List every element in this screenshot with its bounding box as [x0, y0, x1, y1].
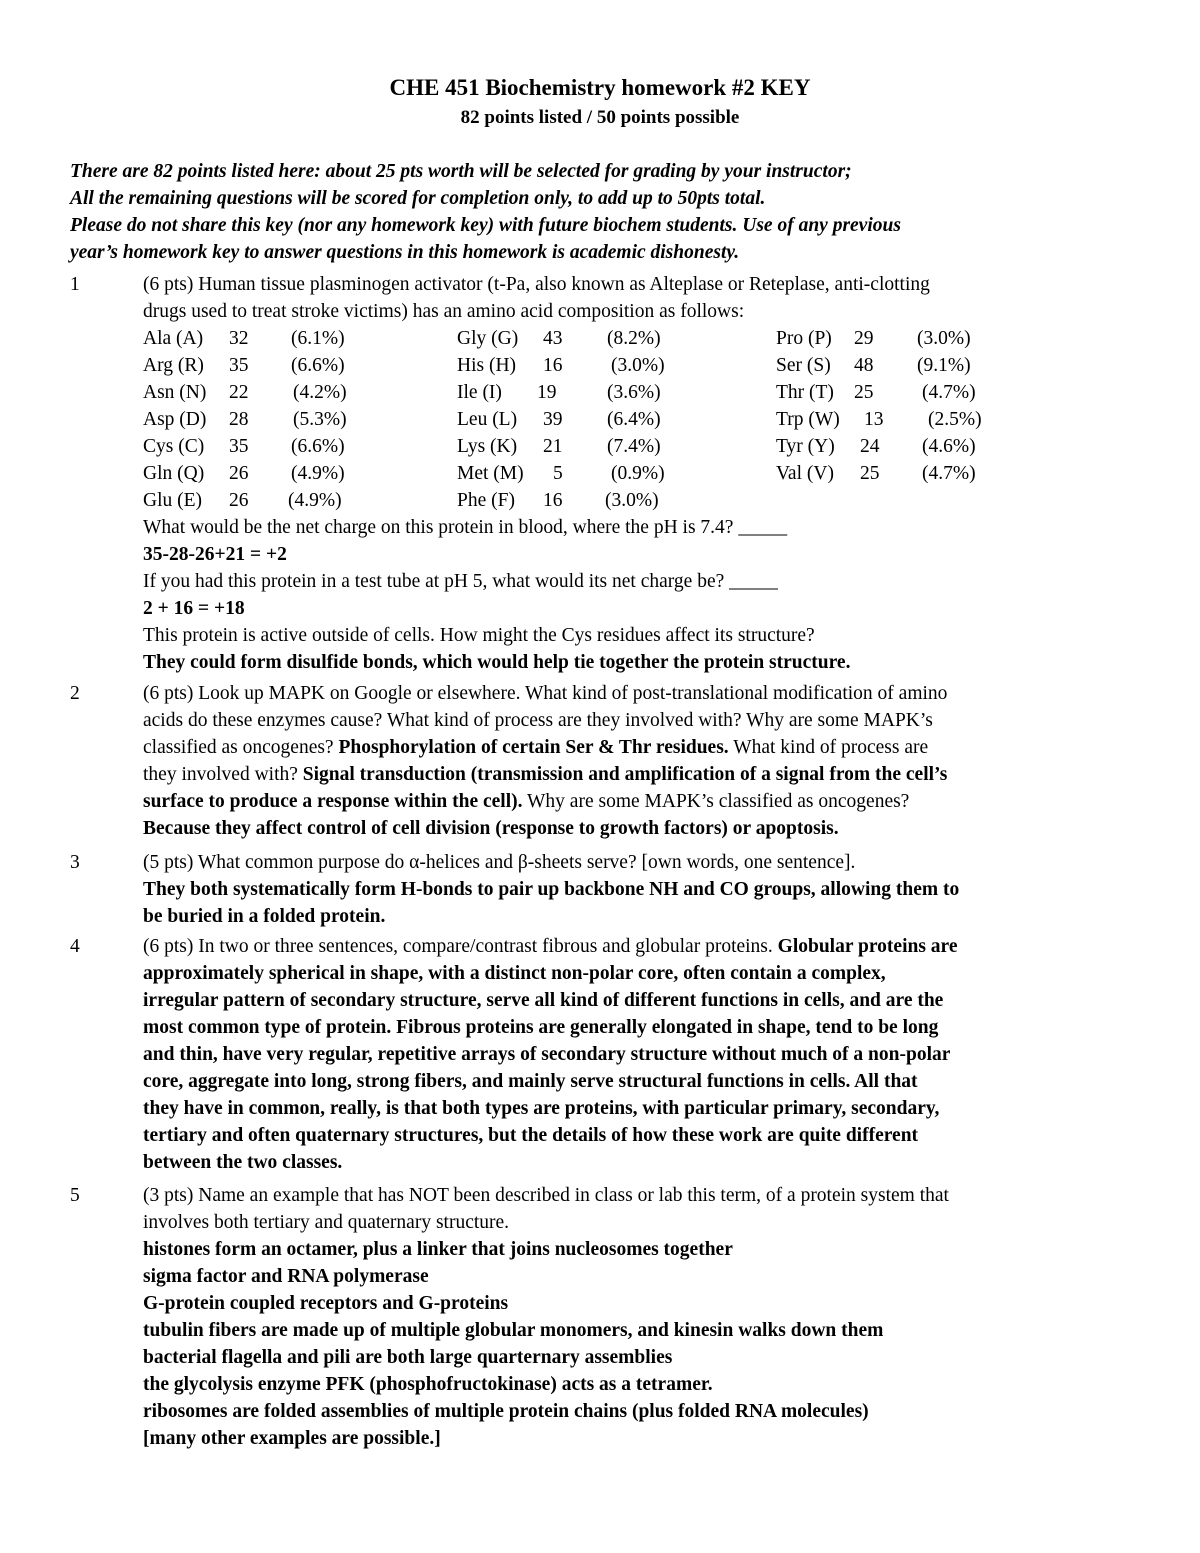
question-text: (6 pts) In two or three sentences, compare/contrast fibrous and globular proteins. Globular proteins are: [143, 936, 958, 957]
question-text: they involved with? Signal transduction (transmission and amplification of a signal from the cell’s: [143, 764, 948, 785]
answer-text: histones form an octamer, plus a linker that joins nucleosomes together: [143, 1239, 733, 1260]
answer-text: They could form disulfide bonds, which would help tie together the protein structure.: [143, 652, 851, 673]
intro-line: There are 82 points listed here: about 25 pts worth will be selected for grading by your instructor;: [70, 161, 852, 182]
answer-text: they have in common, really, is that both types are proteins, with particular primary, secondary,: [143, 1098, 940, 1119]
question-text: classified as oncogenes? Phosphorylation of certain Ser & Thr residues. What kind of process are: [143, 737, 929, 758]
answer-text: and thin, have very regular, repetitive arrays of secondary structure without much of a non-polar: [143, 1044, 951, 1065]
answer-text: Phosphorylation of certain Ser & Thr residues.: [338, 737, 729, 758]
answer-text: tertiary and often quaternary structures, but the details of how these work are quite different: [143, 1125, 919, 1146]
intro-instructions: [70, 158, 1150, 266]
question-text: If you had this protein in a test tube at pH 5, what would its net charge be? _____: [143, 571, 778, 592]
intro-line: All the remaining questions will be scored for completion only, to add up to 50pts total.: [70, 188, 766, 209]
question-number: 3: [70, 852, 80, 873]
answer-text: 2 + 16 = +18: [143, 598, 245, 619]
amino-acid-table: Ala (A) 32 (6.1%) Arg (R) 35 (6.6%) Asn (N) 22 (4.2%) Asp (D) 28 (5.3%) Cys (C) 35 (6.6%) Gln (Q) 26 (4.9%) Glu (E) 26 (4.9%) Gly (G) 43 (8.2%) His (H) 16 (3.0%) Ile (I) 19 (3.6%) Leu (L) 39 (6.4%) Lys (K) 21 (7.4%) Met (M) 5 (0.9%) Phe (F) 16 (3.0%) Pro (P) 29 (3.0%) Ser (S) 48 (9.1%) Thr (T) 25 (4.7%) Trp (W) 13 (2.5%) Tyr (Y) 24 (4.6%) Val (V) 25 (4.7%): [143, 328, 982, 511]
intro-line: Please do not share this key (nor any homework key) with future biochem students. Use of any previous: [70, 215, 901, 236]
answer-text: irregular pattern of secondary structure, serve all kind of different functions in cells, and are the: [143, 990, 944, 1011]
answer-text: [many other examples are possible.]: [143, 1428, 441, 1449]
question-body: [143, 680, 1143, 842]
answer-text: be buried in a folded protein.: [143, 906, 386, 927]
answer-text: G-protein coupled receptors and G-proteins: [143, 1293, 509, 1314]
question-text: (5 pts) What common purpose do α-helices and β-sheets serve? [own words, one sentence].: [143, 852, 856, 873]
answer-text: Because they affect control of cell division (response to growth factors) or apoptosis.: [143, 818, 839, 839]
answer-text: the glycolysis enzyme PFK (phosphofructokinase) acts as a tetramer.: [143, 1374, 713, 1395]
answer-text: surface to produce a response within the cell).: [143, 791, 523, 812]
question-text: drugs used to treat stroke victims) has an amino acid composition as follows:: [143, 301, 745, 322]
question-text: involves both tertiary and quaternary structure.: [143, 1212, 510, 1233]
question-number: 5: [70, 1185, 80, 1206]
beta-symbol: β: [517, 852, 528, 873]
question-number: 2: [70, 683, 80, 704]
question-body: [143, 271, 1143, 676]
intro-line: year’s homework key to answer questions in this homework is academic dishonesty.: [70, 242, 740, 263]
answer-text: 35-28-26+21 = +2: [143, 544, 287, 565]
question-text: (6 pts) Human tissue plasminogen activator (t-Pa, also known as Alteplase or Reteplase, anti-clotting: [143, 274, 930, 295]
question-text: (6 pts) Look up MAPK on Google or elsewhere. What kind of post-translational modification of amino: [143, 683, 948, 704]
answer-text: most common type of protein. Fibrous proteins are generally elongated in shape, tend to be long: [143, 1017, 939, 1038]
answer-text: Signal transduction (transmission and amplification of a signal from the cell’s: [302, 764, 948, 785]
question-text: (3 pts) Name an example that has NOT been described in class or lab this term, of a protein system that: [143, 1185, 949, 1206]
question-text: What would be the net charge on this protein in blood, where the pH is 7.4? _____: [143, 517, 788, 538]
question-text: surface to produce a response within the cell). Why are some MAPK’s classified as oncogenes?: [143, 791, 910, 812]
question-text: acids do these enzymes cause? What kind of process are they involved with? Why are some MAPK’s: [143, 710, 933, 731]
answer-text: They both systematically form H-bonds to pair up backbone NH and CO groups, allowing them to: [143, 879, 960, 900]
page-title: CHE 451 Biochemistry homework #2 KEY: [389, 75, 811, 100]
question-number: 1: [70, 274, 80, 295]
answer-text: sigma factor and RNA polymerase: [143, 1266, 429, 1287]
answer-text: bacterial flagella and pili are both large quarternary assemblies: [143, 1347, 673, 1368]
question-text: This protein is active outside of cells. How might the Cys residues affect its structure?: [143, 625, 815, 646]
answer-text: core, aggregate into long, strong fibers, and mainly serve structural functions in cells. All that: [143, 1071, 918, 1092]
question-number: 4: [70, 936, 80, 957]
question-body: [143, 1182, 1143, 1452]
alpha-symbol: α: [409, 852, 420, 873]
answer-text: between the two classes.: [143, 1152, 343, 1173]
answer-text: tubulin fibers are made up of multiple globular monomers, and kinesin walks down them: [143, 1320, 884, 1341]
question-body: [143, 933, 1143, 1176]
answer-text: approximately spherical in shape, with a distinct non-polar core, often contain a complex,: [143, 963, 886, 984]
question-body: [143, 849, 1143, 930]
page-subtitle: 82 points listed / 50 points possible: [460, 107, 740, 128]
answer-text: ribosomes are folded assemblies of multiple protein chains (plus folded RNA molecules): [143, 1401, 869, 1422]
answer-text: Globular proteins are: [777, 936, 958, 957]
